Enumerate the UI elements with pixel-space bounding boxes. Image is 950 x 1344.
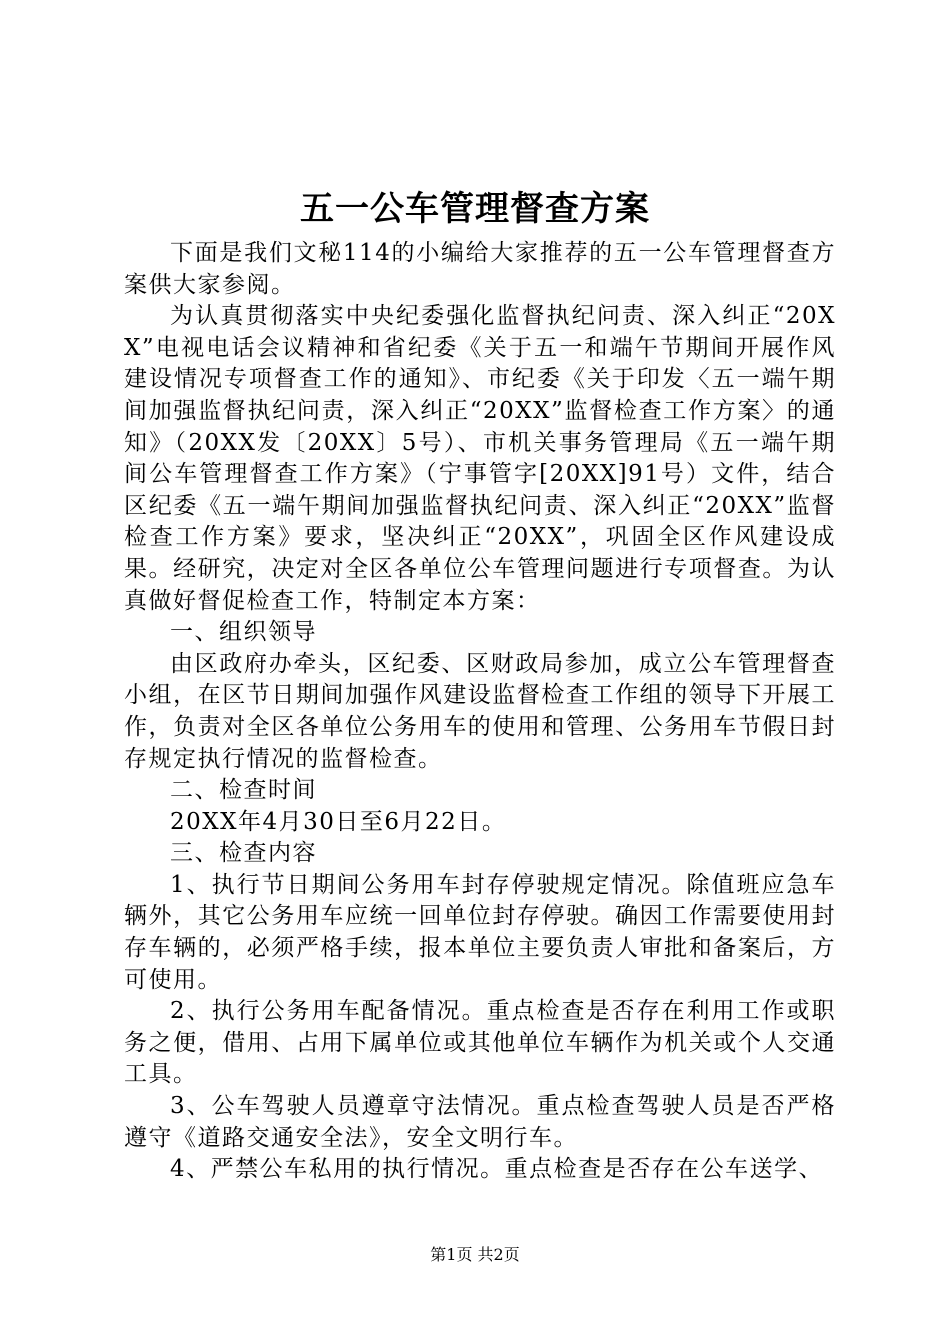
organization-paragraph: 由区政府办牵头，区纪委、区财政局参加，成立公车管理督查小组，在区节日期间加强作风建设监督检查工作组的领导下开展工作，负责对全区各单位公务用车的使用和管理、公务用车节假日封存规定执行情况的监督检查。 [124, 650, 836, 772]
section-heading-organization: 一、组织领导 [170, 619, 317, 646]
content-item-4: 4、严禁公车私用的执行情况。重点检查是否存在公车送学、 [170, 1156, 824, 1183]
time-paragraph: 20XX年4月30日至6月22日。 [170, 808, 507, 835]
document-body [124, 238, 836, 1186]
content-item-1: 1、执行节日期间公务用车封存停驶规定情况。除值班应急车辆外，其它公务用车应统一回单位封存停驶。确因工作需要使用封存车辆的，必须严格手续，报本单位主要负责人审批和备案后，方可使用。 [124, 871, 836, 993]
content-item-2: 2、执行公务用车配备情况。重点检查是否存在利用工作或职务之便，借用、占用下属单位或其他单位车辆作为机关或个人交通工具。 [124, 998, 836, 1088]
page-footer: 第1页 共2页 [430, 1245, 520, 1264]
background-paragraph: 为认真贯彻落实中央纪委强化监督执纪问责、深入纠正“20XX”电视电话会议精神和省纪委《关于五一和端午节期间开展作风建设情况专项督查工作的通知》、市纪委《关于印发〈五一端午期间加强监督执纪问责，深入纠正“20XX”监督检查工作方案〉的通知》（20XX发〔20XX〕5号）、市机关事务管理局《五一端午期间公车管理督查工作方案》（宁事管字[20XX]91号）文件，结合区纪委《五一端午期间加强监督执纪问责、深入纠正“20XX”监督检查工作方案》要求，坚决纠正“20XX”，巩固全区作风建设成果。经研究，决定对全区各单位公车管理问题进行专项督查。为认真做好督促检查工作，特制定本方案： [124, 303, 836, 614]
section-heading-content: 三、检查内容 [170, 840, 317, 867]
section-heading-time: 二、检查时间 [170, 777, 317, 804]
document-title: 五一公车管理督查方案 [300, 189, 650, 229]
content-item-3: 3、公车驾驶人员遵章守法情况。重点检查驾驶人员是否严格遵守《道路交通安全法》，安全文明行车。 [124, 1093, 836, 1151]
intro-paragraph: 下面是我们文秘114的小编给大家推荐的五一公车管理督查方案供大家参阅。 [124, 240, 836, 298]
